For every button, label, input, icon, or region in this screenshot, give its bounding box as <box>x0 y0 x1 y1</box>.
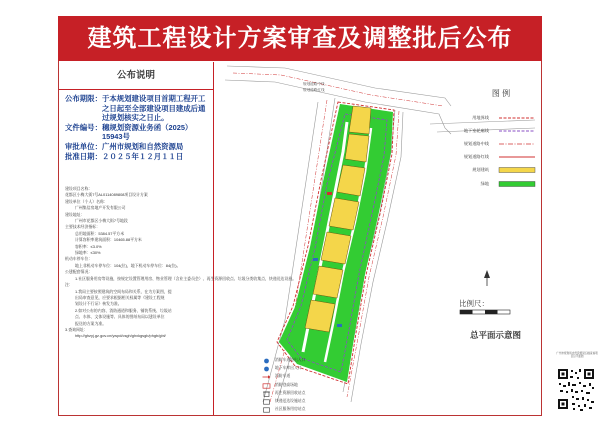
notice-body-line: 点、水体、文体设施等、具体的图纸布局以建设单位 <box>75 314 165 320</box>
facility-legend-row <box>262 356 382 364</box>
notice-body-line: 2.如对公布的内容、消防通道和服务、铺装系统、垃圾站 <box>75 307 172 313</box>
meta-row-authority <box>65 142 209 152</box>
notice-body-line: 公建配套情况： <box>65 269 93 275</box>
meta-row-doc-number <box>65 123 209 142</box>
notice-body-line: 3.查询网址： <box>65 326 88 332</box>
notice-body-line: 报送的方案为准。 <box>75 320 107 326</box>
building <box>349 106 371 134</box>
building <box>345 134 369 162</box>
arrow-icon <box>262 374 271 379</box>
facility-legend-row <box>262 364 382 372</box>
legend-label: 规划道路红线 <box>463 154 489 160</box>
site-plan-caption: 总平面示意图 <box>470 330 522 340</box>
pin-icon <box>262 366 271 371</box>
flag-icon <box>262 383 271 388</box>
marker <box>313 258 318 261</box>
facility-legend-label: 地下车库出入口 <box>275 365 302 370</box>
legend-label: 用地界线 <box>472 114 489 120</box>
notice-body-line: 花都区小梅大街7号AL0114089808项目设计方案 <box>65 192 148 198</box>
facility-legend-row <box>262 373 382 381</box>
notice-body-line: 建设项目名称： <box>65 186 93 191</box>
marker <box>327 192 332 195</box>
square-icon <box>262 407 271 412</box>
notice-body-line: 划设计不行证》核发为准。 <box>75 301 122 307</box>
notice-body-line: http://ghzyj.gz.gov.cn/ywpd/csgh/ghxkgsgb/phgb/gbt/ <box>75 333 166 339</box>
map-label-road-centerline: 规划道路中线 <box>303 82 325 86</box>
meta-row-period <box>65 94 209 123</box>
notice-body-line: 地上非机动车停车位：104(位)，地下机动车停车位：84(位)。 <box>75 262 181 268</box>
meta-key: 公布期限： <box>65 94 102 103</box>
notice-body-line: 1.我局主要按照建筑的空间布局和关系，在为方案图，提 <box>75 288 172 294</box>
road-edge <box>227 66 451 106</box>
notice-body-line: 出局审查意见，应要求根据相关权属等《建设工程规 <box>75 294 165 300</box>
notice-body-line: 广州集信房地产开发有限公司 <box>75 205 126 211</box>
facility-legend-row <box>262 389 382 397</box>
meta-value: 穗规划资源业务函（2025）15943号 <box>101 122 193 142</box>
legend-swatch-solid <box>495 154 539 160</box>
facility-legend-label: 社区服务用房站点 <box>275 407 306 412</box>
legend-row <box>449 124 539 137</box>
facility-legend-label: 消防车道路出入口 <box>275 357 306 362</box>
square-icon <box>262 399 271 404</box>
map-label-road-redline: 规划道路红线 <box>303 88 325 92</box>
meta-value: ２０２５年１２月１１日 <box>101 151 184 161</box>
facility-legend-label: 再生资源回收站点 <box>275 390 306 395</box>
qr-caption: 广州市规划和自然资源局扫描查看项目总平面图 <box>556 352 598 358</box>
scale-bar <box>456 298 540 309</box>
legend-swatch-purple-dash <box>495 128 539 134</box>
meta-value: 广州市规划和自然资源局 <box>101 141 184 151</box>
scale-label: 比例尺： <box>459 299 489 308</box>
legend-row <box>449 111 539 124</box>
legend-label: 规划建筑 <box>472 167 489 173</box>
legend <box>449 88 539 190</box>
notice-body-line: 计算容积率建筑面积：10465.88平方米 <box>75 237 142 243</box>
qr-code-icon[interactable] <box>555 364 597 414</box>
facility-legend-label: 消防登高场地 <box>275 382 298 387</box>
notice-body-line: 机动车停车位： <box>65 256 93 262</box>
legend-row <box>449 164 539 177</box>
meta-key: 审批单位： <box>65 141 102 151</box>
notice-body <box>59 186 297 340</box>
notice-body-line: 注： <box>65 282 73 288</box>
notice-heading: 公布说明 <box>59 62 213 90</box>
facility-legend-label: 消防车道 <box>275 374 291 379</box>
facility-legend <box>262 356 382 414</box>
notice-body-line: 总用地面积：5384.57平方米 <box>75 230 125 236</box>
notice-body-line: 绿地率：≤30% <box>75 250 101 256</box>
page-title: 建筑工程设计方案审查及调整批后公布 <box>58 16 542 61</box>
pin-icon <box>262 358 271 363</box>
marker <box>337 324 342 327</box>
scale-ruler-icon <box>460 310 510 314</box>
meta-key: 文件编号： <box>65 122 102 132</box>
facility-legend-label: 快递送达设施站点 <box>275 399 306 404</box>
legend-title: 图 例 <box>491 89 511 98</box>
north-arrow-icon <box>484 270 490 286</box>
legend-label: 地下室轮廓线 <box>463 127 489 133</box>
legend-row <box>449 151 539 164</box>
notice-body-line: 建设单位（个人）名称： <box>65 198 108 204</box>
notice-body-line: 1.社区服务用房等设施，按规定设置管理用房、物业管理（含业主委员会）、再生资源回收点、垃圾分类收集点，快递送达设施。 <box>75 275 297 281</box>
bin-icon <box>262 391 271 396</box>
notice-body-line: 容积率：≤3.0% <box>75 243 102 249</box>
meta-key: 批准日期： <box>65 151 102 161</box>
legend-row <box>449 137 539 150</box>
facility-legend-row <box>262 397 382 405</box>
road-centerline <box>233 73 443 106</box>
legend-label: 规划道路中线 <box>463 140 489 146</box>
notice-body-line: 主要技术经济指标： <box>65 224 101 230</box>
facility-legend-row <box>262 381 382 389</box>
legend-label: 绿地 <box>480 180 489 186</box>
legend-swatch-fill <box>495 167 539 173</box>
meta-row-date <box>65 152 209 162</box>
notice-body-line: 广州市花都区小梅大街7号地段 <box>75 218 128 224</box>
meta-value: 于本规划建设项目首期工程开工之日起至全部建设项目建成后通过规划核实之日止。 <box>101 94 206 123</box>
legend-swatch-dot-dash <box>495 141 539 147</box>
notice-body-line: 建设地址： <box>65 211 85 217</box>
legend-row <box>449 177 539 190</box>
facility-legend-row <box>262 406 382 414</box>
notice-meta <box>59 90 213 163</box>
legend-swatch-red-dash <box>495 115 539 121</box>
legend-swatch-fill <box>495 181 539 187</box>
